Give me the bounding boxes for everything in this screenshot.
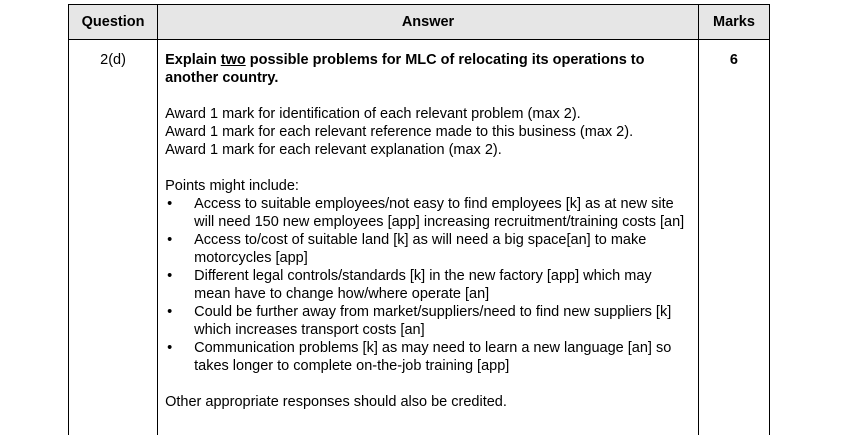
bullet-icon: •	[167, 231, 172, 249]
mark-scheme-table	[68, 4, 770, 435]
list-item	[165, 195, 692, 231]
answer-cell	[158, 40, 699, 435]
header-marks: Marks	[698, 5, 769, 40]
criterion-explanation: Award 1 mark for each relevant explanation (max 2).	[165, 141, 692, 159]
question-prompt-emphasis: two	[221, 52, 246, 68]
bullet-icon: •	[167, 339, 172, 357]
criterion-identification: Award 1 mark for identification of each relevant problem (max 2).	[165, 105, 692, 123]
bullet-icon: •	[167, 195, 172, 213]
points-intro: Points might include:	[165, 177, 692, 195]
header-answer: Answer	[158, 5, 699, 40]
bullet-icon: •	[167, 267, 172, 285]
marks-value: 6	[698, 40, 769, 435]
points-list	[165, 195, 692, 375]
point-text: Access to suitable employees/not easy to find employees [k] as at new site will need 150 new employees [app] increasing recruitment/training costs [an]	[194, 196, 684, 230]
question-number: 2(d)	[69, 40, 158, 435]
list-item	[165, 339, 692, 375]
header-question: Question	[69, 5, 158, 40]
question-prompt-end: possible problems for MLC of relocating its operations to another country.	[165, 52, 644, 86]
bullet-icon: •	[167, 303, 172, 321]
question-prompt	[165, 51, 692, 87]
list-item	[165, 231, 692, 267]
question-prompt-start: Explain	[165, 52, 221, 68]
table-row	[69, 40, 770, 435]
closing-note: Other appropriate responses should also be credited.	[165, 393, 692, 411]
point-text: Different legal controls/standards [k] in the new factory [app] which may mean have to change how/where operate [an]	[194, 268, 652, 302]
point-text: Could be further away from market/suppliers/need to find new suppliers [k] which increases transport costs [an]	[194, 304, 671, 338]
point-text: Communication problems [k] as may need to learn a new language [an] so takes longer to complete on-the-job training [app]	[194, 340, 671, 374]
list-item	[165, 303, 692, 339]
criterion-reference: Award 1 mark for each relevant reference made to this business (max 2).	[165, 123, 692, 141]
marking-criteria	[165, 105, 692, 159]
list-item	[165, 267, 692, 303]
point-text: Access to/cost of suitable land [k] as will need a big space[an] to make motorcycles [app]	[194, 232, 646, 266]
header-row	[69, 5, 770, 40]
